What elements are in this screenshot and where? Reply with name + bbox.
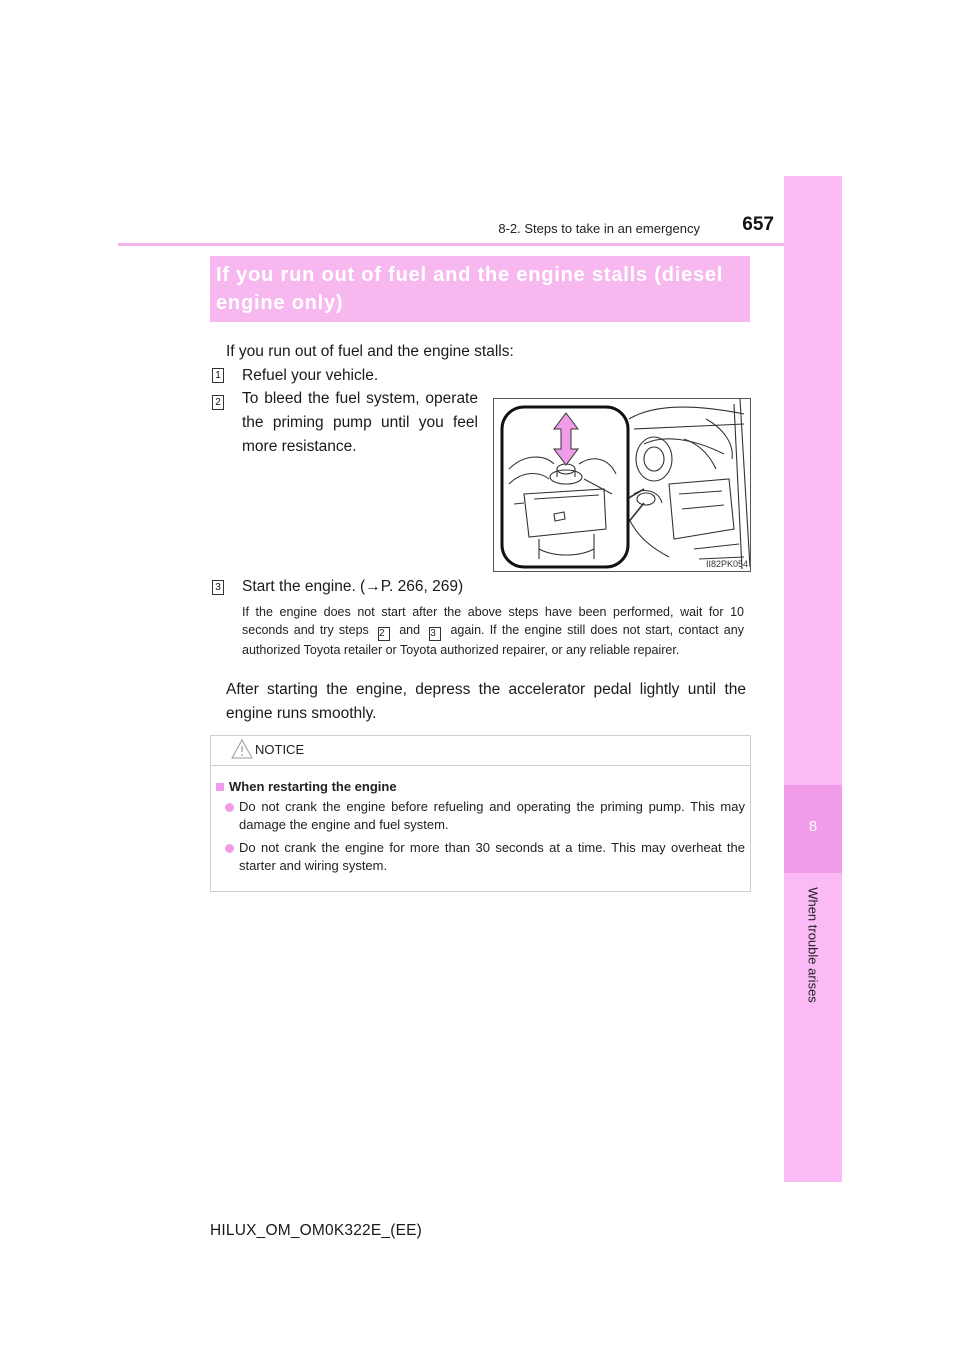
notice-box [210,735,751,892]
chapter-number: 8 [808,818,818,835]
step-number-3: 3 [212,580,224,595]
section-header: 8-2. Steps to take in an emergency [498,221,700,236]
priming-pump-illustration [493,398,751,572]
step-3-text: Start the engine. (→P. 266, 269) [242,578,464,595]
notice-header [211,736,750,766]
notice-bullet-dot-1 [225,803,234,812]
document-code: HILUX_OM_OM0K322E_(EE) [210,1222,423,1239]
step-note [242,603,744,659]
step-2-text: To bleed the fuel system, operate the priming pump until you feel more resistance. [242,390,478,455]
step-number-2: 2 [212,395,224,410]
step-1-text: Refuel your vehicle. [242,367,379,384]
engine-bay-drawing [494,399,751,572]
notice-heading: When restarting the engine [229,779,397,794]
intro-text: If you run out of fuel and the engine stalls: [226,343,514,360]
step-note-part1: If the engine does not start after the above steps have been performed, wait for 10 seconds and try steps [242,605,744,637]
after-start-text: After starting the engine, depress the accelerator pedal lightly until the engine runs smoothly. [226,681,746,722]
side-tab-strip [784,176,842,1182]
step-number-1: 1 [212,368,224,383]
notice-bullet-2: Do not crank the engine for more than 30 seconds at a time. This may overheat the starter and wiring system. [239,840,745,873]
chapter-title: When trouble arises [805,887,821,1003]
notice-bullet-1: Do not crank the engine before refueling and operating the priming pump. This may damage the engine and fuel system. [239,799,745,832]
illustration-code: II82PK054 [706,559,749,569]
step-note-part2: and [399,623,421,637]
step-note-part3: again. If the engine still does not start, contact any authorized Toyota retailer or Toyota authorized repairer, or any reliable repairer. [242,623,744,657]
notice-label: NOTICE [255,742,305,757]
title-banner [210,256,750,322]
page-title: If you run out of fuel and the engine stalls (diesel engine only) [216,264,724,314]
heading-bullet [216,783,224,791]
header-rule [118,243,784,246]
notice-bullet-dot-2 [225,844,234,853]
warning-triangle-icon [231,739,253,759]
step-ref-3: 3 [429,627,441,641]
step-ref-2: 2 [378,627,390,641]
page-number: 657 [742,214,774,235]
